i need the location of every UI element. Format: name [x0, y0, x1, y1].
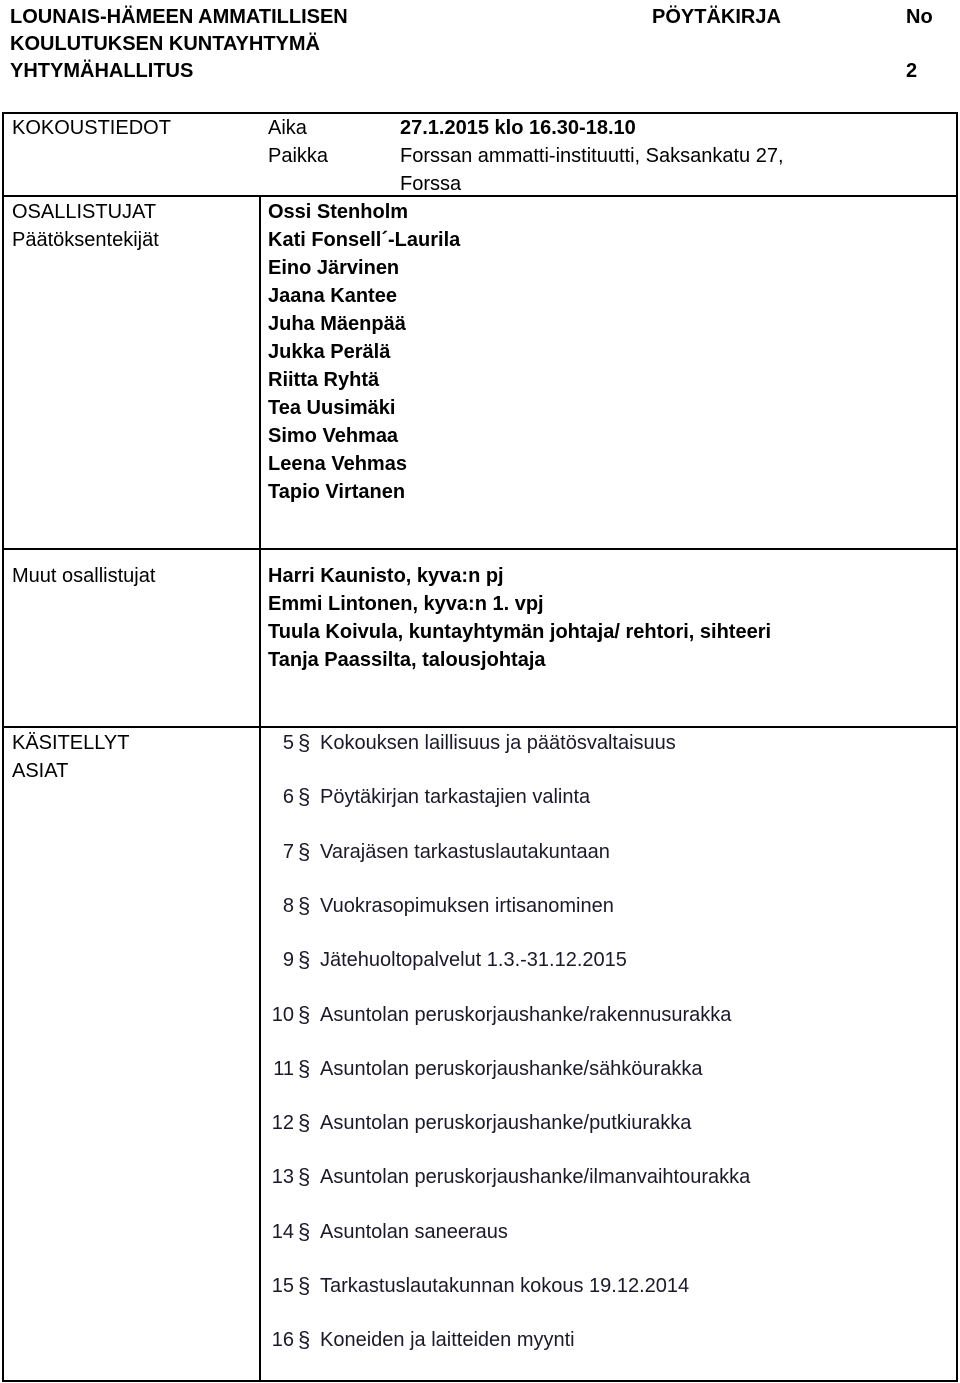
agenda-item-number: 10 [271, 1004, 294, 1026]
agenda-item-number: 9 [282, 949, 294, 971]
page-number: 2 [906, 60, 918, 82]
agenda-item-number: 16 [271, 1329, 294, 1351]
other-participant: Harri Kaunisto, kyva:n pj [268, 565, 504, 587]
agenda-item-number: 14 [271, 1221, 294, 1243]
agenda-label-line1: KÄSITELLYT [12, 732, 130, 754]
agenda-item-number: 11 [273, 1058, 294, 1080]
participant-name: Tapio Virtanen [268, 481, 406, 503]
agenda-item-title: Vuokrasopimuksen irtisanominen [320, 895, 614, 917]
participants-label: OSALLISTUJAT [12, 201, 157, 223]
participant-name: Ossi Stenholm [268, 201, 409, 223]
table-right-border [956, 112, 958, 1382]
section-sign: § [298, 1164, 311, 1189]
table-bottom-border [2, 1380, 958, 1382]
section-sign: § [298, 784, 311, 809]
place-label: Paikka [268, 145, 329, 167]
decision-makers-list [268, 198, 460, 506]
other-participants-list [268, 562, 771, 674]
agenda-item-title: Asuntolan peruskorjaushanke/ilmanvaihtourakka [320, 1166, 751, 1188]
participant-name: Riitta Ryhtä [268, 369, 380, 391]
decision-makers-label: Päätöksentekijät [12, 229, 159, 251]
section-sign: § [298, 1002, 311, 1027]
participant-name: Jukka Perälä [268, 341, 391, 363]
agenda-item-title: Asuntolan peruskorjaushanke/rakennusurakka [320, 1004, 732, 1026]
other-participant: Tuula Koivula, kuntayhtymän johtaja/ rehtori, sihteeri [268, 621, 772, 643]
agenda-item [268, 1108, 948, 1138]
org-name-line2: KOULUTUKSEN KUNTAYHTYMÄ [10, 33, 320, 55]
agenda-item [268, 1000, 948, 1030]
participant-name: Leena Vehmas [268, 453, 407, 475]
section-sign: § [298, 1056, 311, 1081]
agenda-item-number: 6 [282, 786, 294, 808]
agenda-item-number: 8 [282, 895, 294, 917]
agenda-item-title: Tarkastuslautakunnan kokous 19.12.2014 [320, 1275, 690, 1297]
agenda-item [268, 1054, 948, 1084]
place-value-line1: Forssan ammatti-instituutti, Saksankatu 27, [400, 145, 784, 167]
row-divider-others [2, 548, 958, 550]
document-type: PÖYTÄKIRJA [652, 6, 781, 28]
row-divider-participants [2, 195, 958, 197]
section-sign: § [298, 839, 311, 864]
section-sign: § [298, 1219, 311, 1244]
agenda-item-title: Pöytäkirjan tarkastajien valinta [320, 786, 591, 808]
agenda-item [268, 945, 948, 975]
number-label: No [906, 6, 933, 28]
agenda-item [268, 782, 948, 812]
place-value-line2: Forssa [400, 173, 462, 195]
column-divider [259, 196, 261, 1382]
time-label: Aika [268, 117, 307, 139]
org-name-line1: LOUNAIS-HÄMEEN AMMATILLISEN [10, 6, 348, 28]
agenda-item-title: Varajäsen tarkastuslautakuntaan [320, 841, 610, 863]
agenda-item-number: 5 [282, 732, 294, 754]
agenda-item [268, 1162, 948, 1192]
participant-name: Eino Järvinen [268, 257, 400, 279]
agenda-item-number: 13 [271, 1166, 294, 1188]
agenda-item-title: Kokouksen laillisuus ja päätösvaltaisuus [320, 732, 676, 754]
agenda-item-title: Asuntolan saneeraus [320, 1221, 508, 1243]
agenda-item-title: Jätehuoltopalvelut 1.3.-31.12.2015 [320, 949, 627, 971]
participant-name: Kati Fonsell´-Laurila [268, 229, 461, 251]
section-sign: § [298, 1110, 311, 1135]
section-sign: § [298, 730, 311, 755]
agenda-item-number: 12 [271, 1112, 294, 1134]
agenda-item [268, 891, 948, 921]
other-participant: Tanja Paassilta, talousjohtaja [268, 649, 546, 671]
time-value: 27.1.2015 klo 16.30-18.10 [400, 117, 636, 139]
participant-name: Jaana Kantee [268, 285, 397, 307]
agenda-item-title: Asuntolan peruskorjaushanke/sähköurakka [320, 1058, 703, 1080]
agenda-item [268, 1325, 948, 1355]
agenda-item [268, 1217, 948, 1247]
section-sign: § [298, 947, 311, 972]
agenda-item [268, 837, 948, 867]
section-sign: § [298, 1273, 311, 1298]
board-name: YHTYMÄHALLITUS [10, 60, 194, 82]
other-participant: Emmi Lintonen, kyva:n 1. vpj [268, 593, 544, 615]
agenda-item-number: 15 [271, 1275, 294, 1297]
other-participants-label: Muut osallistujat [12, 565, 156, 587]
participant-name: Juha Mäenpää [268, 313, 406, 335]
participant-name: Simo Vehmaa [268, 425, 399, 447]
meeting-info-label: KOKOUSTIEDOT [12, 117, 171, 139]
section-sign: § [298, 893, 311, 918]
agenda-item-number: 7 [282, 841, 294, 863]
agenda-item-title: Asuntolan peruskorjaushanke/putkiurakka [320, 1112, 692, 1134]
agenda-item [268, 728, 948, 758]
agenda-item-title: Koneiden ja laitteiden myynti [320, 1329, 575, 1351]
table-left-border [2, 112, 4, 1382]
section-sign: § [298, 1327, 311, 1352]
agenda-label-line2: ASIAT [12, 760, 69, 782]
participant-name: Tea Uusimäki [268, 397, 396, 419]
agenda-item [268, 1271, 948, 1301]
